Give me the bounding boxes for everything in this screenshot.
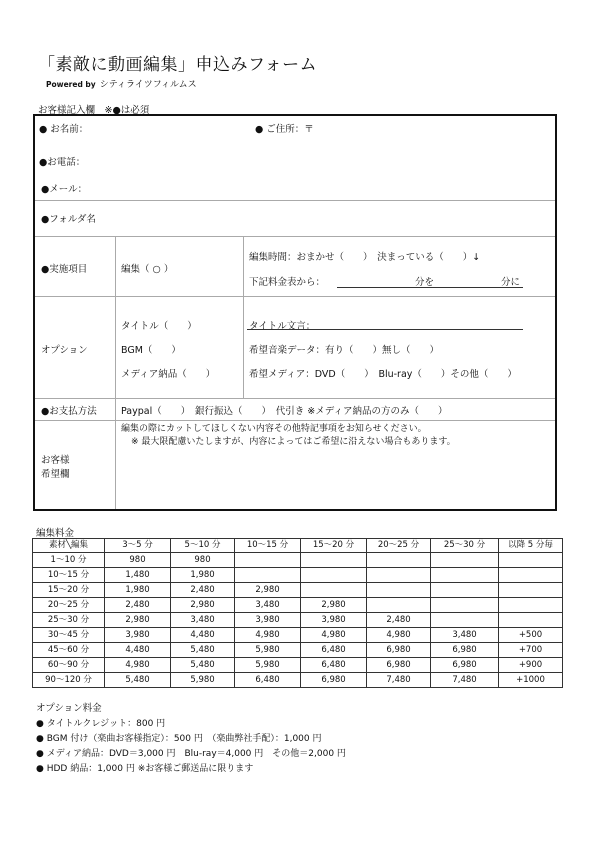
- table-row: [33, 673, 563, 688]
- table-header-row: [33, 539, 563, 553]
- price-cell: 2,980: [171, 598, 235, 613]
- rate-table: [32, 538, 563, 688]
- edit-choice[interactable]: 編集（ ○ ）: [121, 264, 174, 275]
- option-label: オプション: [41, 345, 88, 356]
- row-header-cell: 30〜45 分: [33, 628, 105, 643]
- price-cell: 4,980: [235, 628, 301, 643]
- request-label: お客様: [41, 455, 70, 466]
- price-cell: 5,980: [235, 658, 301, 673]
- minutes-to-label: 分に: [501, 277, 521, 288]
- price-cell: 3,480: [235, 598, 301, 613]
- price-cell: [431, 568, 499, 583]
- price-cell: 3,980: [235, 613, 301, 628]
- price-cell: +1000: [499, 673, 563, 688]
- price-from-label: 下記料金表から：: [249, 277, 326, 288]
- table-row: [33, 568, 563, 583]
- price-cell: [499, 568, 563, 583]
- price-cell: [499, 613, 563, 628]
- price-cell: 1,980: [105, 583, 171, 598]
- edit-time-choice[interactable]: 編集時間：おまかせ（ ） 決まっている（ ）↓: [249, 252, 481, 263]
- table-header-cell: 素材╲編集: [33, 539, 105, 553]
- table-row: [33, 613, 563, 628]
- price-cell: [367, 568, 431, 583]
- request-note: 編集の際にカットしてほしくない内容その他特記事項をお知らせください。: [121, 424, 427, 434]
- price-cell: 2,480: [105, 598, 171, 613]
- price-cell: 1,980: [171, 568, 235, 583]
- item-label: ●実施項目: [41, 264, 88, 275]
- option-price-line: ● HDD 納品：1,000 円 ※お客様ご郵送品に限ります: [36, 764, 254, 774]
- form-divider: [35, 398, 555, 399]
- price-cell: 2,980: [301, 598, 367, 613]
- price-cell: +900: [499, 658, 563, 673]
- table-header-cell: 以降 5 分毎: [499, 539, 563, 553]
- price-cell: +500: [499, 628, 563, 643]
- price-cell: [431, 613, 499, 628]
- name-label: ● お名前：: [39, 124, 89, 135]
- form-divider: [35, 296, 555, 297]
- price-cell: 5,980: [171, 673, 235, 688]
- price-cell: 2,480: [171, 583, 235, 598]
- price-cell: 2,480: [367, 613, 431, 628]
- price-cell: [235, 553, 301, 568]
- price-cell: +700: [499, 643, 563, 658]
- table-row: [33, 643, 563, 658]
- form-divider: [35, 236, 555, 237]
- price-cell: 5,480: [171, 643, 235, 658]
- price-cell: 6,980: [431, 643, 499, 658]
- price-cell: 4,980: [301, 628, 367, 643]
- price-cell: 6,980: [367, 643, 431, 658]
- price-cell: [235, 568, 301, 583]
- address-label: ● ご住所：〒: [255, 124, 314, 135]
- form-divider: [35, 200, 555, 201]
- table-header-cell: 10〜15 分: [235, 539, 301, 553]
- row-header-cell: 10〜15 分: [33, 568, 105, 583]
- table-row: [33, 553, 563, 568]
- request-note: ※ 最大限配慮いたしますが、内容によってはご希望に沿えない場合もあります。: [131, 437, 456, 447]
- price-cell: 5,980: [235, 643, 301, 658]
- price-cell: [367, 553, 431, 568]
- table-header-cell: 20〜25 分: [367, 539, 431, 553]
- price-cell: 7,480: [367, 673, 431, 688]
- row-header-cell: 25〜30 分: [33, 613, 105, 628]
- price-cell: 5,480: [105, 673, 171, 688]
- title-text-field[interactable]: [247, 329, 523, 330]
- customer-section-label: お客様記入欄 ※●は必須: [38, 105, 150, 116]
- mail-label: ●メール：: [41, 184, 88, 195]
- price-cell: 6,980: [367, 658, 431, 673]
- price-cell: 4,480: [171, 628, 235, 643]
- title-text-label: タイトル文言：: [249, 321, 316, 332]
- powered-by-label: Powered by: [46, 80, 96, 89]
- price-cell: [301, 568, 367, 583]
- price-cell: [431, 598, 499, 613]
- company-name: シティライツフィルムス: [99, 80, 197, 90]
- price-cell: [499, 598, 563, 613]
- media-option[interactable]: メディア納品（ ）: [121, 369, 216, 380]
- price-cell: 6,480: [235, 673, 301, 688]
- table-header-cell: 25〜30 分: [431, 539, 499, 553]
- page-title: 「素敵に動画編集」申込みフォーム: [38, 55, 318, 75]
- price-cell: [367, 583, 431, 598]
- price-cell: [367, 598, 431, 613]
- minutes-from-label: 分を: [415, 277, 435, 288]
- request-field[interactable]: [116, 450, 555, 509]
- price-cell: 2,980: [235, 583, 301, 598]
- form-column-divider: [243, 296, 244, 398]
- price-cell: 6,480: [301, 658, 367, 673]
- form-column-divider: [243, 236, 244, 298]
- table-header-cell: 5〜10 分: [171, 539, 235, 553]
- payment-label: ●お支払方法: [41, 406, 97, 417]
- table-row: [33, 583, 563, 598]
- powered-by-line: [46, 77, 197, 90]
- option-price-line: ● BGM 付け（楽曲お客様指定）：500 円 （楽曲弊社手配）：1,000 円: [36, 734, 322, 744]
- table-row: [33, 598, 563, 613]
- price-cell: 3,480: [431, 628, 499, 643]
- price-cell: 6,980: [301, 673, 367, 688]
- table-row: [33, 658, 563, 673]
- price-cell: 980: [105, 553, 171, 568]
- price-cell: [301, 583, 367, 598]
- bgm-option[interactable]: BGM（ ）: [121, 345, 181, 356]
- price-cell: 4,480: [105, 643, 171, 658]
- row-header-cell: 15〜20 分: [33, 583, 105, 598]
- price-cell: 6,980: [431, 658, 499, 673]
- row-header-cell: 90〜120 分: [33, 673, 105, 688]
- row-header-cell: 20〜25 分: [33, 598, 105, 613]
- price-cell: 3,480: [171, 613, 235, 628]
- price-cell: 2,980: [105, 613, 171, 628]
- request-label: 希望欄: [41, 469, 70, 480]
- option-price-title: オプション料金: [36, 703, 102, 714]
- phone-label: ●お電話：: [39, 157, 86, 168]
- application-form: [33, 114, 557, 511]
- music-data-choice[interactable]: 希望音楽データ：有り（ ）無し（ ）: [249, 345, 440, 356]
- row-header-cell: 60〜90 分: [33, 658, 105, 673]
- row-header-cell: 45〜60 分: [33, 643, 105, 658]
- price-cell: 7,480: [431, 673, 499, 688]
- price-cell: 3,980: [301, 613, 367, 628]
- price-cell: [431, 553, 499, 568]
- price-cell: [499, 553, 563, 568]
- media-type-choice[interactable]: 希望メディア：DVD（ ） Blu-ray（ ）その他（ ）: [249, 369, 517, 380]
- price-cell: [301, 553, 367, 568]
- title-option[interactable]: タイトル（ ）: [121, 321, 197, 332]
- rate-table-title: 編集料金: [36, 528, 75, 539]
- price-cell: 1,480: [105, 568, 171, 583]
- price-cell: 980: [171, 553, 235, 568]
- price-cell: [431, 583, 499, 598]
- table-row: [33, 628, 563, 643]
- payment-options[interactable]: Paypal（ ） 銀行振込（ ） 代引き ※メディア納品の方のみ（ ）: [121, 406, 448, 417]
- folder-label: ●フォルダ名: [41, 214, 96, 225]
- row-header-cell: 1〜10 分: [33, 553, 105, 568]
- price-cell: [499, 583, 563, 598]
- price-cell: 3,980: [105, 628, 171, 643]
- option-price-line: ● メディア納品：DVD＝3,000 円 Blu-ray＝4,000 円 その他＝2,000 円: [36, 749, 346, 759]
- price-cell: 6,480: [301, 643, 367, 658]
- table-header-cell: 15〜20 分: [301, 539, 367, 553]
- option-price-line: ● タイトルクレジット：800 円: [36, 719, 166, 729]
- price-cell: 5,480: [171, 658, 235, 673]
- price-cell: 4,980: [105, 658, 171, 673]
- table-header-cell: 3〜5 分: [105, 539, 171, 553]
- price-cell: 4,980: [367, 628, 431, 643]
